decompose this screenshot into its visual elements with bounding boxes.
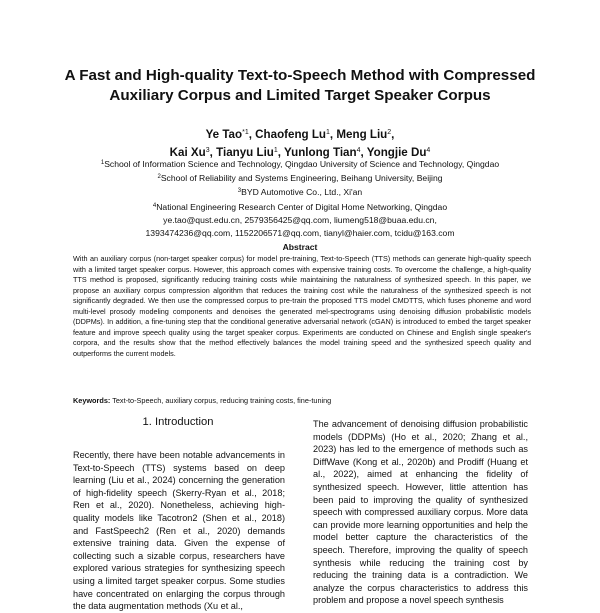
paper-title [40, 66, 560, 106]
affiliation-text: BYD Automotive Co., Ltd., Xi'an [241, 187, 363, 198]
affiliations [40, 157, 560, 240]
affiliation [40, 171, 560, 185]
affiliation-mark: 3 [237, 188, 242, 195]
author-separator: , [360, 146, 367, 159]
author-name: Chaofeng Lu [255, 128, 327, 141]
title-line-1: A Fast and High-quality Text-to-Speech Method with Compressed [64, 67, 536, 84]
affiliation-mark: 4 [152, 202, 157, 209]
author-name: Tianyu Liu [216, 146, 274, 159]
authors-line-1 [40, 125, 560, 143]
affiliation-mark: 2 [157, 174, 161, 181]
section-heading-introduction: 1. Introduction [142, 416, 214, 428]
author-affil-mark: 1 [326, 129, 330, 136]
author-affil-mark: 4 [426, 147, 431, 154]
author-separator: , [209, 146, 217, 159]
author-affil-mark: 2 [387, 129, 392, 136]
author-separator: , [248, 128, 256, 141]
author-name: Yunlong Tian [284, 146, 357, 159]
affiliation-text: School of Information Science and Technology, Qingdao University of Science and Technology, Qingdao [104, 159, 500, 169]
email-line-2: 1393474236@qq.com, 1152206571@qq.com, tianyl@haier.com, tcidu@163.com [145, 228, 455, 239]
affiliation-text: School of Reliability and Systems Engineering, Beihang University, Beijing [160, 173, 443, 184]
title-line-2: Auxiliary Corpus and Limited Target Speaker Corpus [109, 87, 491, 104]
author-name: Meng Liu [336, 128, 388, 141]
author-affil-mark: *1 [242, 129, 249, 136]
author-name: Yongjie Du [366, 146, 427, 159]
keywords-text: Text-to-Speech, auxiliary corpus, reducing training costs, fine-tuning [112, 396, 332, 405]
author-affil-mark: 3 [205, 147, 210, 154]
author-list [40, 125, 560, 161]
author-separator: , [391, 128, 395, 141]
abstract-heading: Abstract [282, 242, 318, 252]
author-separator: , [277, 146, 285, 159]
email-line-1: ye.tao@qust.edu.cn, 2579356425@qq.com, liumeng518@buaa.edu.cn, [163, 214, 437, 225]
intro-right-column: The advancement of denoising diffusion probabilistic models (DDPMs) (Ho et al., 2020; Zhang et al., 2023) has led to the emergence of methods such as DiffWave (Kong et al., 2020b) and Prodiff (Huang et al., 2022), aimed at enhancing the fidelity of synthesized speech. However, little attention has been paid to improving the quality of synthesized speech with compressed auxiliary corpus. More data can provide more learning opportunities and help the model better capture the characteristics of the speech. Therefore, improving the quality of speech synthesis while reducing the training cost by reducing the training data is a contradiction. We analyze the corpus characteristics to address this problem and propose a novel speech synthesis [313, 419, 528, 606]
intro-left-column: Recently, there have been notable advancements in Text-to-Speech (TTS) systems based on deep learning (Liu et al., 2024) concerning the generation of high-fidelity speech (Skerry-Ryan et al., 2018; Ren et al., 2020). Nonetheless, achieving high-quality models like Tacotron2 (Shen et al., 2018) and FastSpeech2 (Ren et al., 2020) demands extensive training data. Given the expense of collecting such a sizable corpus, researchers have explored various strategies for synthesizing speech using a limited target speaker corpus. Some studies have concentrated on enlarging the corpus through the data augmentation methods (Xu et al., [73, 450, 285, 612]
abstract-text: With an auxiliary corpus (non-target speaker corpus) for model pre-training, Text-to-Speech (TTS) methods can generate high-quality speech with a limited target speaker corpus. However, this approach comes with expensive training costs. To overcome the challenge, a high-quality TTS method is proposed, significantly reducing training costs while maintaining the naturalness of synthesized speech. In this paper, we propose an auxiliary corpus compression algorithm that reduces the training cost while the naturalness of the synthesized speech is not significantly degraded. We then use the compressed corpus to pre-train the proposed TTS model CMDTTS, which fuses phoneme and word multi-level prosody modeling components and denoises the generated mel-spectrograms using denoising diffusion probabilistic models (DDPMs). In addition, a fine-tuning step that the conditional generative adversarial network (cGAN) is introduced to embed the target speaker feature and improve speech quality using the target speaker corpus. Experiments are conducted on Chinese and English single speaker's corpora, and the results show that the method effectively balances the model training speed and the synthesized speech quality and outperforms the current models. [73, 254, 531, 358]
author-name: Ye Tao [205, 128, 243, 141]
affiliation [40, 200, 560, 214]
author-affil-mark: 1 [273, 147, 278, 154]
author-name: Kai Xu [169, 146, 206, 159]
affiliation [40, 157, 560, 171]
keywords [73, 396, 531, 406]
affiliation-mark: 1 [100, 160, 105, 166]
author-separator: , [329, 128, 337, 141]
affiliation-text: National Engineering Research Center of Digital Home Networking, Qingdao [156, 201, 448, 212]
author-affil-mark: 4 [356, 147, 361, 154]
affiliation [40, 185, 560, 199]
keywords-label: Keywords: [73, 396, 111, 405]
